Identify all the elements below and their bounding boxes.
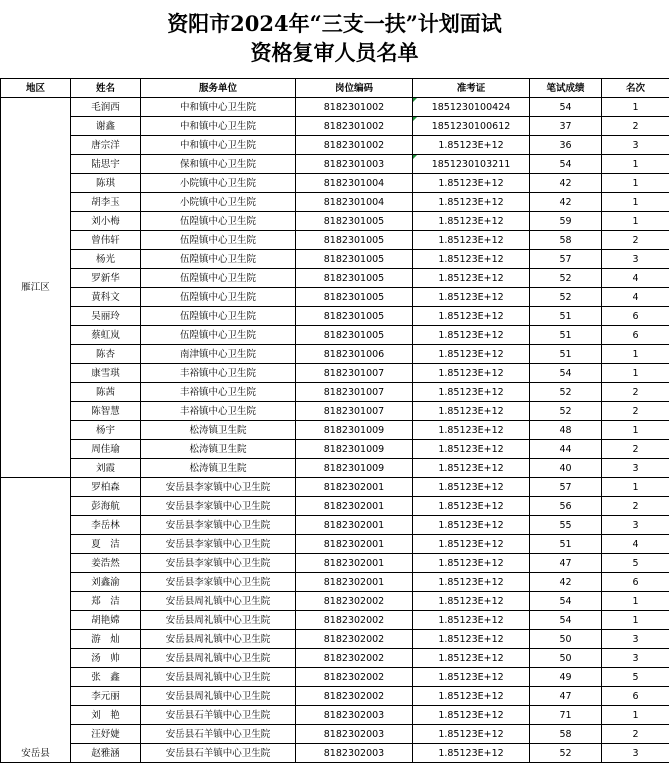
table-row [1, 649, 669, 668]
score-cell: 54 [530, 364, 602, 383]
ticket-cell: 1.85123E+12 [413, 212, 530, 231]
unit-cell: 安岳县李家镇中心卫生院 [141, 478, 296, 497]
region-cell: 安岳县 [1, 478, 71, 763]
table-row [1, 744, 669, 763]
name-cell: 罗新华 [71, 269, 141, 288]
ticket-cell: 1.85123E+12 [413, 326, 530, 345]
ticket-cell: 1.85123E+12 [413, 174, 530, 193]
unit-cell: 中和镇中心卫生院 [141, 136, 296, 155]
unit-cell: 松涛镇卫生院 [141, 440, 296, 459]
score-cell: 42 [530, 573, 602, 592]
unit-cell: 南津镇中心卫生院 [141, 345, 296, 364]
rank-cell: 4 [602, 535, 669, 554]
unit-cell: 安岳县李家镇中心卫生院 [141, 497, 296, 516]
unit-cell: 安岳县李家镇中心卫生院 [141, 516, 296, 535]
ticket-cell: 1.85123E+12 [413, 725, 530, 744]
name-cell: 游 灿 [71, 630, 141, 649]
table-row [1, 155, 669, 174]
table-row [1, 497, 669, 516]
score-cell: 52 [530, 269, 602, 288]
region-cell: 雁江区 [1, 98, 71, 478]
ticket-cell: 1.85123E+12 [413, 307, 530, 326]
code-cell: 8182301009 [296, 440, 413, 459]
name-cell: 唐宗洋 [71, 136, 141, 155]
rank-cell: 6 [602, 687, 669, 706]
code-cell: 8182302001 [296, 497, 413, 516]
candidate-table [0, 78, 669, 763]
table-row [1, 136, 669, 155]
unit-cell: 安岳县石羊镇中心卫生院 [141, 744, 296, 763]
score-cell: 47 [530, 554, 602, 573]
table-row [1, 725, 669, 744]
score-cell: 40 [530, 459, 602, 478]
score-cell: 54 [530, 592, 602, 611]
unit-cell: 安岳县石羊镇中心卫生院 [141, 725, 296, 744]
score-cell: 54 [530, 155, 602, 174]
unit-cell: 伍隍镇中心卫生院 [141, 212, 296, 231]
name-cell: 刘鑫渝 [71, 573, 141, 592]
unit-cell: 安岳县周礼镇中心卫生院 [141, 649, 296, 668]
rank-cell: 3 [602, 250, 669, 269]
code-cell: 8182302002 [296, 630, 413, 649]
table-row [1, 592, 669, 611]
score-cell: 50 [530, 649, 602, 668]
ticket-cell: 1.85123E+12 [413, 364, 530, 383]
name-cell: 罗柏森 [71, 478, 141, 497]
ticket-cell: 1.85123E+12 [413, 440, 530, 459]
code-cell: 8182301009 [296, 421, 413, 440]
code-cell: 8182302002 [296, 611, 413, 630]
table-row [1, 288, 669, 307]
rank-cell: 1 [602, 478, 669, 497]
ticket-cell: 1.85123E+12 [413, 630, 530, 649]
table-row [1, 117, 669, 136]
rank-cell: 4 [602, 288, 669, 307]
table-row [1, 421, 669, 440]
rank-cell: 3 [602, 630, 669, 649]
rank-cell: 5 [602, 668, 669, 687]
score-cell: 50 [530, 630, 602, 649]
table-row [1, 193, 669, 212]
header-rank: 名次 [602, 79, 669, 98]
name-cell: 汤 帅 [71, 649, 141, 668]
ticket-cell: 1.85123E+12 [413, 592, 530, 611]
table-row [1, 250, 669, 269]
name-cell: 周佳瑜 [71, 440, 141, 459]
name-cell: 陈琪 [71, 174, 141, 193]
ticket-cell: 1.85123E+12 [413, 497, 530, 516]
code-cell: 8182302002 [296, 649, 413, 668]
score-cell: 49 [530, 668, 602, 687]
score-cell: 58 [530, 725, 602, 744]
code-cell: 8182301004 [296, 174, 413, 193]
ticket-cell: 1.85123E+12 [413, 668, 530, 687]
ticket-cell: 1.85123E+12 [413, 706, 530, 725]
header-ticket: 准考证 [413, 79, 530, 98]
unit-cell: 中和镇中心卫生院 [141, 98, 296, 117]
name-cell: 陈杏 [71, 345, 141, 364]
header-code: 岗位编码 [296, 79, 413, 98]
unit-cell: 中和镇中心卫生院 [141, 117, 296, 136]
unit-cell: 安岳县周礼镇中心卫生院 [141, 668, 296, 687]
error-flag-icon [413, 155, 417, 159]
ticket-cell [413, 155, 530, 174]
page-title: 资阳市2024年“三支一扶”计划面试 [167, 11, 502, 36]
name-cell: 杨宇 [71, 421, 141, 440]
rank-cell: 2 [602, 440, 669, 459]
rank-cell: 1 [602, 174, 669, 193]
score-cell: 44 [530, 440, 602, 459]
table-row [1, 364, 669, 383]
rank-cell: 1 [602, 706, 669, 725]
table-row [1, 535, 669, 554]
ticket-cell: 1.85123E+12 [413, 231, 530, 250]
unit-cell: 伍隍镇中心卫生院 [141, 250, 296, 269]
unit-cell: 小院镇中心卫生院 [141, 193, 296, 212]
rank-cell: 6 [602, 326, 669, 345]
name-cell: 姜浩然 [71, 554, 141, 573]
name-cell: 彭海航 [71, 497, 141, 516]
ticket-cell: 1.85123E+12 [413, 421, 530, 440]
rank-cell: 3 [602, 649, 669, 668]
ticket-text: 1851230100424 [431, 101, 511, 113]
name-cell: 陆思宇 [71, 155, 141, 174]
ticket-cell: 1.85123E+12 [413, 649, 530, 668]
code-cell: 8182301005 [296, 288, 413, 307]
rank-cell: 3 [602, 459, 669, 478]
table-row [1, 98, 669, 117]
name-cell: 李岳林 [71, 516, 141, 535]
unit-cell: 安岳县周礼镇中心卫生院 [141, 592, 296, 611]
code-cell: 8182301004 [296, 193, 413, 212]
code-cell: 8182302002 [296, 668, 413, 687]
table-row [1, 668, 669, 687]
code-cell: 8182301007 [296, 383, 413, 402]
rank-cell: 1 [602, 98, 669, 117]
name-cell: 黄科文 [71, 288, 141, 307]
table-row [1, 269, 669, 288]
header-unit: 服务单位 [141, 79, 296, 98]
code-cell: 8182302001 [296, 516, 413, 535]
rank-cell: 2 [602, 497, 669, 516]
score-cell: 57 [530, 250, 602, 269]
code-cell: 8182301005 [296, 269, 413, 288]
score-cell: 52 [530, 402, 602, 421]
ticket-text: 1851230103211 [431, 158, 511, 170]
score-cell: 51 [530, 535, 602, 554]
rank-cell: 1 [602, 155, 669, 174]
score-cell: 52 [530, 288, 602, 307]
code-cell: 8182301006 [296, 345, 413, 364]
rank-cell: 6 [602, 573, 669, 592]
ticket-cell: 1.85123E+12 [413, 554, 530, 573]
rank-cell: 3 [602, 516, 669, 535]
code-cell: 8182301002 [296, 117, 413, 136]
score-cell: 36 [530, 136, 602, 155]
ticket-cell: 1.85123E+12 [413, 345, 530, 364]
table-row [1, 345, 669, 364]
unit-cell: 安岳县周礼镇中心卫生院 [141, 611, 296, 630]
rank-cell: 1 [602, 345, 669, 364]
table-row [1, 687, 669, 706]
table-row [1, 212, 669, 231]
table-row [1, 383, 669, 402]
name-cell: 刘霞 [71, 459, 141, 478]
table-row [1, 459, 669, 478]
score-cell: 47 [530, 687, 602, 706]
rank-cell: 1 [602, 611, 669, 630]
rank-cell: 3 [602, 744, 669, 763]
code-cell: 8182302001 [296, 554, 413, 573]
unit-cell: 安岳县李家镇中心卫生院 [141, 535, 296, 554]
unit-cell: 安岳县周礼镇中心卫生院 [141, 630, 296, 649]
code-cell: 8182302001 [296, 535, 413, 554]
ticket-cell: 1.85123E+12 [413, 193, 530, 212]
rank-cell: 2 [602, 402, 669, 421]
unit-cell: 丰裕镇中心卫生院 [141, 364, 296, 383]
code-cell: 8182301005 [296, 326, 413, 345]
score-cell: 59 [530, 212, 602, 231]
unit-cell: 保和镇中心卫生院 [141, 155, 296, 174]
ticket-cell: 1.85123E+12 [413, 250, 530, 269]
ticket-cell: 1.85123E+12 [413, 383, 530, 402]
rank-cell: 1 [602, 592, 669, 611]
name-cell: 张 鑫 [71, 668, 141, 687]
ticket-cell: 1.85123E+12 [413, 516, 530, 535]
unit-cell: 安岳县周礼镇中心卫生院 [141, 687, 296, 706]
rank-cell: 2 [602, 231, 669, 250]
code-cell: 8182301005 [296, 307, 413, 326]
unit-cell: 丰裕镇中心卫生院 [141, 383, 296, 402]
name-cell: 胡李玉 [71, 193, 141, 212]
score-cell: 54 [530, 98, 602, 117]
score-cell: 51 [530, 307, 602, 326]
table-row [1, 554, 669, 573]
rank-cell: 6 [602, 307, 669, 326]
code-cell: 8182302001 [296, 573, 413, 592]
name-cell: 刘小梅 [71, 212, 141, 231]
name-cell: 胡艳嫦 [71, 611, 141, 630]
score-cell: 57 [530, 478, 602, 497]
ticket-cell: 1.85123E+12 [413, 459, 530, 478]
ticket-cell [413, 117, 530, 136]
unit-cell: 伍隍镇中心卫生院 [141, 269, 296, 288]
table-row [1, 440, 669, 459]
table-row [1, 402, 669, 421]
name-cell: 康雪琪 [71, 364, 141, 383]
score-cell: 52 [530, 383, 602, 402]
name-cell: 曾伟轩 [71, 231, 141, 250]
unit-cell: 伍隍镇中心卫生院 [141, 307, 296, 326]
name-cell: 蔡虹岚 [71, 326, 141, 345]
name-cell: 夏 洁 [71, 535, 141, 554]
code-cell: 8182301009 [296, 459, 413, 478]
code-cell: 8182302003 [296, 725, 413, 744]
header-score: 笔试成绩 [530, 79, 602, 98]
table-row [1, 231, 669, 250]
ticket-text: 1851230100612 [431, 120, 511, 132]
score-cell: 55 [530, 516, 602, 535]
code-cell: 8182302002 [296, 687, 413, 706]
name-cell: 赵雅涵 [71, 744, 141, 763]
error-flag-icon [413, 117, 417, 121]
score-cell: 42 [530, 174, 602, 193]
name-cell: 陈茜 [71, 383, 141, 402]
name-cell: 郑 洁 [71, 592, 141, 611]
code-cell: 8182301003 [296, 155, 413, 174]
score-cell: 58 [530, 231, 602, 250]
score-cell: 42 [530, 193, 602, 212]
rank-cell: 3 [602, 136, 669, 155]
code-cell: 8182301005 [296, 212, 413, 231]
name-cell: 吴丽玲 [71, 307, 141, 326]
name-cell: 毛润西 [71, 98, 141, 117]
rank-cell: 1 [602, 421, 669, 440]
table-row [1, 611, 669, 630]
table-row [1, 630, 669, 649]
score-cell: 71 [530, 706, 602, 725]
header-region: 地区 [1, 79, 71, 98]
name-cell: 刘 艳 [71, 706, 141, 725]
ticket-cell: 1.85123E+12 [413, 288, 530, 307]
rank-cell: 5 [602, 554, 669, 573]
unit-cell: 小院镇中心卫生院 [141, 174, 296, 193]
ticket-cell: 1.85123E+12 [413, 402, 530, 421]
ticket-cell: 1.85123E+12 [413, 744, 530, 763]
table-row [1, 516, 669, 535]
name-cell: 李元丽 [71, 687, 141, 706]
score-cell: 48 [530, 421, 602, 440]
code-cell: 8182301005 [296, 250, 413, 269]
table-row [1, 174, 669, 193]
code-cell: 8182301007 [296, 364, 413, 383]
name-cell: 杨光 [71, 250, 141, 269]
score-cell: 51 [530, 326, 602, 345]
rank-cell: 2 [602, 383, 669, 402]
table-row [1, 478, 669, 497]
score-cell: 37 [530, 117, 602, 136]
unit-cell: 伍隍镇中心卫生院 [141, 231, 296, 250]
ticket-cell: 1.85123E+12 [413, 611, 530, 630]
rank-cell: 1 [602, 364, 669, 383]
ticket-cell: 1.85123E+12 [413, 136, 530, 155]
unit-cell: 丰裕镇中心卫生院 [141, 402, 296, 421]
code-cell: 8182301002 [296, 98, 413, 117]
ticket-cell: 1.85123E+12 [413, 687, 530, 706]
score-cell: 51 [530, 345, 602, 364]
score-cell: 54 [530, 611, 602, 630]
table-row [1, 307, 669, 326]
unit-cell: 安岳县李家镇中心卫生院 [141, 573, 296, 592]
code-cell: 8182302003 [296, 744, 413, 763]
unit-cell: 松涛镇卫生院 [141, 459, 296, 478]
table-row [1, 573, 669, 592]
error-flag-icon [413, 98, 417, 102]
name-cell: 汪妤婕 [71, 725, 141, 744]
rank-cell: 1 [602, 193, 669, 212]
rank-cell: 2 [602, 725, 669, 744]
rank-cell: 1 [602, 212, 669, 231]
unit-cell: 伍隍镇中心卫生院 [141, 326, 296, 345]
code-cell: 8182302003 [296, 706, 413, 725]
unit-cell: 安岳县李家镇中心卫生院 [141, 554, 296, 573]
unit-cell: 伍隍镇中心卫生院 [141, 288, 296, 307]
ticket-cell: 1.85123E+12 [413, 478, 530, 497]
table-row [1, 706, 669, 725]
code-cell: 8182301005 [296, 231, 413, 250]
unit-cell: 安岳县石羊镇中心卫生院 [141, 706, 296, 725]
ticket-cell: 1.85123E+12 [413, 269, 530, 288]
unit-cell: 松涛镇卫生院 [141, 421, 296, 440]
code-cell: 8182301007 [296, 402, 413, 421]
score-cell: 56 [530, 497, 602, 516]
code-cell: 8182302002 [296, 592, 413, 611]
rank-cell: 4 [602, 269, 669, 288]
ticket-cell: 1.85123E+12 [413, 573, 530, 592]
header-row [1, 79, 669, 98]
score-cell: 52 [530, 744, 602, 763]
name-cell: 谢鑫 [71, 117, 141, 136]
ticket-cell [413, 98, 530, 117]
header-name: 姓名 [71, 79, 141, 98]
code-cell: 8182301002 [296, 136, 413, 155]
code-cell: 8182302001 [296, 478, 413, 497]
rank-cell: 2 [602, 117, 669, 136]
name-cell: 陈智慧 [71, 402, 141, 421]
ticket-cell: 1.85123E+12 [413, 535, 530, 554]
page-subtitle: 资格复审人员名单 [250, 40, 419, 65]
table-row [1, 326, 669, 345]
